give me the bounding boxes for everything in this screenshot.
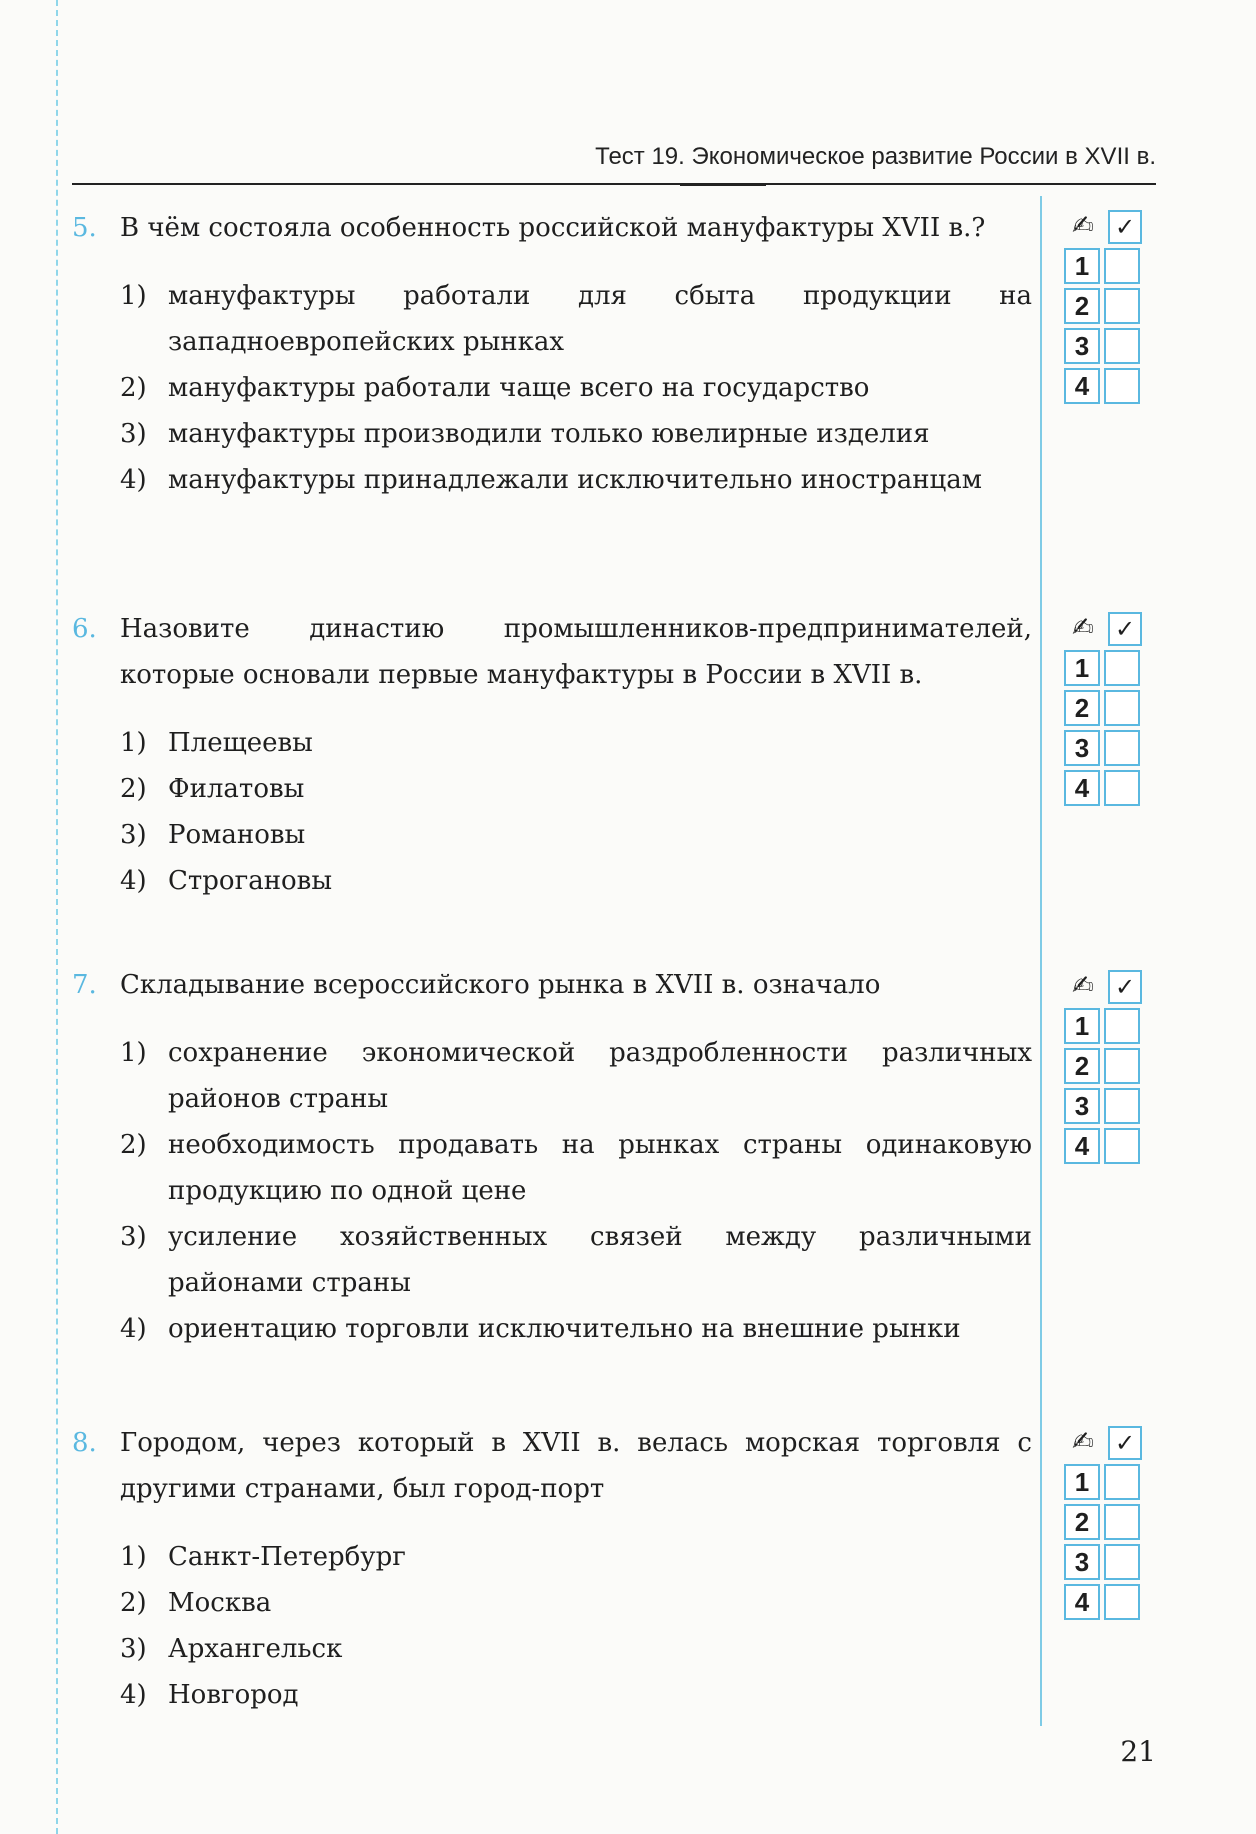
- option-number: 1): [120, 728, 147, 758]
- answer-checkbox-1[interactable]: [1104, 248, 1140, 284]
- option-number: 1): [120, 281, 147, 311]
- answer-checkbox-4[interactable]: [1104, 1584, 1140, 1620]
- answer-checkbox-4[interactable]: [1104, 770, 1140, 806]
- choice-label-1: 1: [1064, 248, 1100, 284]
- answer-checkbox-4[interactable]: [1104, 1128, 1140, 1164]
- answer-box-7: [1064, 968, 1148, 1168]
- options-list: [72, 720, 1032, 904]
- choice-label-4: 4: [1064, 770, 1100, 806]
- option-number: 2): [120, 774, 147, 804]
- check-icon: ✓: [1108, 612, 1142, 646]
- choice-label-1: 1: [1064, 1464, 1100, 1500]
- option-number: 4): [120, 1314, 147, 1344]
- question-text: Складывание всероссийского рынка в XVII в. означало: [120, 970, 881, 1000]
- option-number: 4): [120, 866, 147, 896]
- question-5: [72, 205, 1032, 503]
- answer-checkbox-1[interactable]: [1104, 1464, 1140, 1500]
- check-icon: ✓: [1108, 970, 1142, 1004]
- option-4: [72, 457, 1032, 503]
- option-text: необходимость продавать на рынках страны одинаковую продукцию по одной цене: [168, 1130, 1032, 1206]
- option-text: мануфактуры принадлежали исключительно иностранцам: [168, 465, 982, 495]
- question-text: Городом, через который в XVII в. велась морская торговля с другими странами, был город-порт: [120, 1428, 1032, 1504]
- option-text: ориентацию торговли исключительно на внешние рынки: [168, 1314, 961, 1344]
- choice-label-4: 4: [1064, 368, 1100, 404]
- option-text: Строгановы: [168, 866, 333, 896]
- choice-label-3: 3: [1064, 328, 1100, 364]
- option-1: [72, 1030, 1032, 1122]
- options-list: [72, 1534, 1032, 1718]
- option-text: Новгород: [168, 1680, 299, 1710]
- answer-checkbox-3[interactable]: [1104, 730, 1140, 766]
- option-4: [72, 1306, 1032, 1352]
- option-1: [72, 1534, 1032, 1580]
- answer-checkbox-3[interactable]: [1104, 328, 1140, 364]
- choice-label-2: 2: [1064, 690, 1100, 726]
- page-header: Тест 19. Экономическое развитие России в XVII в.: [595, 143, 1156, 170]
- choice-label-2: 2: [1064, 288, 1100, 324]
- question-6: [72, 606, 1032, 904]
- choice-label-3: 3: [1064, 1088, 1100, 1124]
- option-4: [72, 1672, 1032, 1718]
- question-number: 5.: [72, 213, 97, 243]
- option-4: [72, 858, 1032, 904]
- option-3: [72, 411, 1032, 457]
- question-number: 8.: [72, 1428, 97, 1458]
- options-list: [72, 273, 1032, 503]
- option-text: Архангельск: [168, 1634, 343, 1664]
- answer-checkbox-3[interactable]: [1104, 1088, 1140, 1124]
- option-text: Романовы: [168, 820, 306, 850]
- answer-box-6: [1064, 610, 1148, 810]
- page-number: 21: [1120, 1735, 1156, 1768]
- option-number: 4): [120, 1680, 147, 1710]
- question-number: 6.: [72, 614, 97, 644]
- answer-checkbox-1[interactable]: [1104, 650, 1140, 686]
- pen-icon: ✍: [1072, 971, 1094, 1001]
- check-icon: ✓: [1108, 210, 1142, 244]
- choice-label-1: 1: [1064, 650, 1100, 686]
- option-1: [72, 273, 1032, 365]
- answer-checkbox-1[interactable]: [1104, 1008, 1140, 1044]
- answer-column-rule: [1040, 196, 1042, 1726]
- answer-checkbox-2[interactable]: [1104, 690, 1140, 726]
- answer-checkbox-2[interactable]: [1104, 1504, 1140, 1540]
- answer-checkbox-2[interactable]: [1104, 288, 1140, 324]
- option-text: усиление хозяйственных связей между различными районами страны: [168, 1222, 1032, 1298]
- option-2: [72, 766, 1032, 812]
- question-number: 7.: [72, 970, 97, 1000]
- option-number: 3): [120, 419, 147, 449]
- answer-checkbox-2[interactable]: [1104, 1048, 1140, 1084]
- option-number: 2): [120, 1588, 147, 1618]
- option-text: Санкт-Петербург: [168, 1542, 406, 1572]
- header-rule: [72, 183, 1156, 185]
- option-number: 3): [120, 1222, 147, 1252]
- option-number: 3): [120, 1634, 147, 1664]
- choice-label-4: 4: [1064, 1584, 1100, 1620]
- choice-label-4: 4: [1064, 1128, 1100, 1164]
- question-text: Назовите династию промышленников-предпринимателей, которые основали первые мануфактуры в России в XVII в.: [120, 614, 1032, 690]
- option-number: 2): [120, 1130, 147, 1160]
- option-2: [72, 1580, 1032, 1626]
- pen-icon: ✍: [1072, 211, 1094, 241]
- check-icon: ✓: [1108, 1426, 1142, 1460]
- choice-label-3: 3: [1064, 1544, 1100, 1580]
- option-number: 3): [120, 820, 147, 850]
- option-text: Москва: [168, 1588, 272, 1618]
- answer-checkbox-4[interactable]: [1104, 368, 1140, 404]
- answer-box-8: [1064, 1424, 1148, 1624]
- option-text: мануфактуры производили только ювелирные изделия: [168, 419, 930, 449]
- cut-line: [56, 0, 58, 1834]
- answer-box-5: [1064, 208, 1148, 408]
- choice-label-1: 1: [1064, 1008, 1100, 1044]
- pen-icon: ✍: [1072, 1427, 1094, 1457]
- option-number: 1): [120, 1542, 147, 1572]
- options-list: [72, 1030, 1032, 1352]
- option-text: мануфактуры работали для сбыта продукции на западноевропейских рынках: [168, 281, 1032, 357]
- option-text: Плещеевы: [168, 728, 313, 758]
- option-text: Филатовы: [168, 774, 305, 804]
- option-3: [72, 1214, 1032, 1306]
- choice-label-2: 2: [1064, 1504, 1100, 1540]
- pen-icon: ✍: [1072, 613, 1094, 643]
- choice-label-2: 2: [1064, 1048, 1100, 1084]
- option-text: сохранение экономической раздробленности различных районов страны: [168, 1038, 1032, 1114]
- option-number: 4): [120, 465, 147, 495]
- option-1: [72, 720, 1032, 766]
- choice-label-3: 3: [1064, 730, 1100, 766]
- option-2: [72, 365, 1032, 411]
- option-number: 1): [120, 1038, 147, 1068]
- question-7: [72, 962, 1032, 1352]
- answer-checkbox-3[interactable]: [1104, 1544, 1140, 1580]
- option-text: мануфактуры работали чаще всего на государство: [168, 373, 870, 403]
- option-number: 2): [120, 373, 147, 403]
- option-3: [72, 1626, 1032, 1672]
- option-2: [72, 1122, 1032, 1214]
- question-8: [72, 1420, 1032, 1718]
- question-text: В чём состояла особенность российской мануфактуры XVII в.?: [120, 213, 986, 243]
- option-3: [72, 812, 1032, 858]
